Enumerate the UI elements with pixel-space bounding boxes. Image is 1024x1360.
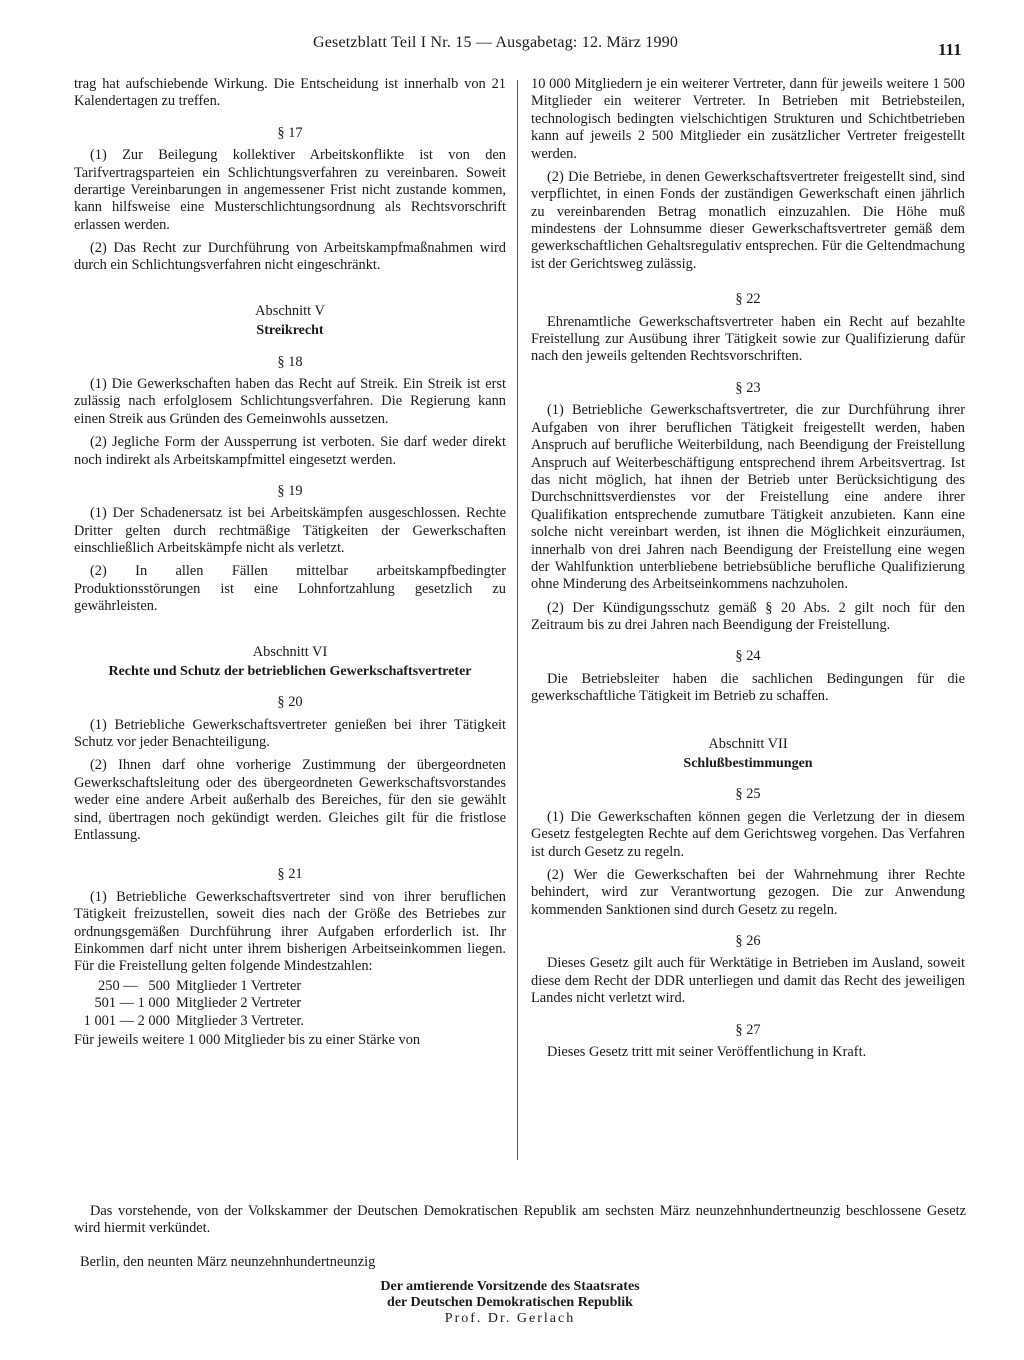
continued-paragraph: trag hat aufschiebende Wirkung. Die Entscheidung ist innerhalb von 21 Kalendertagen zu treffen.: [74, 76, 506, 110]
paragraph-heading-20: § 20: [277, 694, 303, 711]
paragraph-19-1: (1) Der Schadenersatz ist bei Arbeitskämpfen ausgeschlossen. Rechte Dritter gelten durch rechtmäßige Tätigkeiten der Gewerkschaften einschließlich Arbeitskämpfe nicht als verletzt.: [74, 505, 506, 557]
page-header: [0, 30, 1024, 60]
paragraph-heading-26: § 26: [735, 933, 761, 950]
proclamation-block: [74, 1203, 966, 1271]
paragraph-23-1: (1) Betriebliche Gewerkschaftsvertreter, die zur Durchführung ihrer Aufgaben von ihrer beruflichen Tätigkeit freigestellt werden, haben Anspruch auf berufliche Weiterbildung, nach Beendigung der Freistellung Anspruch auf Weiterbeschäftigung entsprechend ihrem Arbeitsvertrag. Ist das nicht möglich, hat ihnen der Betrieb unter Berücksichtigung des Durchschnittsverdienstes vor der Freistellung eine andere ihrer Qualifikation entsprechende zumutbare Tätigkeit anzubieten. Kann eine solche nicht vereinbart werden, ist ihnen die Möglichkeit einzuräumen, innerhalb von drei Jahren nach Beendigung der Freistellung eine wegen der Wahlfunktion unterbliebene betriebsübliche berufliche Qualifizierung ohne Minderung des Arbeitseinkommens nachzuholen.: [531, 402, 965, 593]
column-divider: [517, 80, 518, 1160]
left-column: [74, 76, 506, 1055]
section-heading-6: Abschnitt VI: [252, 643, 328, 660]
paragraph-24-1: Die Betriebsleiter haben die sachlichen Bedingungen für die gewerkschaftliche Tätigkeit im Betrieb zu schaffen.: [531, 670, 965, 705]
signature-block: [300, 1279, 720, 1327]
paragraph-20-2: (2) Ihnen darf ohne vorherige Zustimmung der übergeordneten Gewerkschaftsleitung oder des übergeordneten Gewerkschaftsvorstandes weder eine andere Arbeit außerhalb des Bereiches, für den sie gewählt sind, übertragen noch gekündigt werden. Gleiches gilt für die fristlose Entlassung.: [74, 757, 506, 843]
section-title-7: Schlußbestimmungen: [683, 756, 813, 771]
signatory-name: Prof. Dr. Gerlach: [444, 1311, 576, 1326]
signatory-title-line2: der Deutschen Demokratischen Republik: [387, 1295, 633, 1310]
representative-count: Mitglieder 2 Vertreter: [176, 995, 302, 1012]
section-heading-5: Abschnitt V: [255, 302, 325, 319]
signatory-title-line1: Der amtierende Vorsitzende des Staatsrates: [380, 1279, 640, 1294]
paragraph-heading-18: § 18: [277, 353, 303, 370]
paragraph-26-1: Dieses Gesetz gilt auch für Werktätige in Betrieben im Ausland, soweit diese dem Recht der DDR unterliegen und damit das Recht des jeweiligen Landes nicht verletzt wird.: [531, 955, 965, 1007]
paragraph-heading-21: § 21: [277, 866, 303, 883]
table-row: [74, 1013, 506, 1030]
paragraph-23-2: (2) Der Kündigungsschutz gemäß § 20 Abs. 2 gilt noch für den Zeitraum bis zu drei Jahren nach Beendigung der Freistellung.: [531, 599, 965, 633]
representative-count: Mitglieder 1 Vertreter: [176, 977, 302, 994]
paragraph-heading-27: § 27: [735, 1021, 761, 1038]
proclamation-text: Das vorstehende, von der Volkskammer der Deutschen Demokratischen Republik am sechsten März neunzehnhundertneunzig beschlossene Gesetz wird hiermit verkündet.: [74, 1203, 966, 1237]
paragraph-heading-24: § 24: [735, 648, 761, 665]
table-row: [74, 978, 506, 995]
member-range: 1 001 — 2 000: [83, 1012, 170, 1029]
paragraph-21-1: (1) Betriebliche Gewerkschaftsvertreter sind von ihrer beruflichen Tätigkeit freizustellen, soweit dies nach der Größe des Betriebes zur ordnungsgemäßen Durchführung ihrer Aufgaben erforderlich ist. Ihr Einkommen darf nicht unter ihrem bisherigen Arbeitseinkommen liegen. Für die Freistellung gelten folgende Mindestzahlen:: [74, 888, 506, 975]
paragraph-17-2: (2) Das Recht zur Durchführung von Arbeitskampfmaßnahmen wird durch ein Schlichtungsverfahren nicht eingeschränkt.: [74, 240, 506, 274]
representative-table: [74, 978, 506, 1030]
paragraph-heading-19: § 19: [277, 482, 303, 499]
paragraph-18-1: (1) Die Gewerkschaften haben das Recht auf Streik. Ein Streik ist erst zulässig nach erfolglosem Schlichtungsverfahren. Die Regierung kann einen Streik aus Gründen des Gemeinwohls aussetzen.: [74, 376, 506, 427]
gazette-title: Gesetzblatt Teil I Nr. 15 — Ausgabetag: 12. März 1990: [313, 34, 679, 51]
paragraph-heading-23: § 23: [735, 379, 761, 396]
paragraph-17-1: (1) Zur Beilegung kollektiver Arbeitskonflikte ist von den Tarifvertragsparteien ein Schlichtungsverfahren zu vereinbaren. Soweit derartige Vereinbarungen in angemessener Frist nicht zustande kommen, kann hilfsweise eine Musterschlichtungsordnung als Rechtsvorschrift erlassen werden.: [74, 147, 506, 233]
paragraph-22-1: Ehrenamtliche Gewerkschaftsvertreter haben ein Recht auf bezahlte Freistellung zur Ausübung ihrer Tätigkeit sowie zur Qualifizierung dafür nach den jeweils geltenden Rechtsvorschriften.: [531, 313, 965, 365]
member-range: 501 — 1 000: [94, 995, 170, 1012]
table-row: [74, 995, 506, 1012]
right-column: [531, 76, 965, 1067]
representative-count: Mitglieder 3 Vertreter.: [176, 1012, 305, 1029]
place-date: Berlin, den neunten März neunzehnhundertneunzig: [80, 1253, 376, 1270]
page-number: 111: [938, 40, 962, 59]
section-title-6: Rechte und Schutz der betrieblichen Gewerkschaftsvertreter: [108, 663, 472, 679]
paragraph-27-1: Dieses Gesetz tritt mit seiner Veröffentlichung in Kraft.: [547, 1044, 867, 1061]
paragraph-heading-17: § 17: [277, 124, 303, 141]
paragraph-heading-25: § 25: [735, 786, 761, 803]
paragraph-19-2: (2) In allen Fällen mittelbar arbeitskampfbedingter Produktionsstörungen ist eine Lohnfortzahlung gesetzlich zu gewährleisten.: [74, 563, 506, 615]
paragraph-18-2: (2) Jegliche Form der Aussperrung ist verboten. Sie darf weder direkt noch indirekt als Arbeitskampfmittel eingesetzt werden.: [74, 434, 506, 468]
paragraph-21-1-continued: 10 000 Mitgliedern je ein weiterer Vertreter, dann für jeweils weitere 1 500 Mitglieder ein weiterer Vertreter. In Betrieben mit Betriebsteilen, technologisch bedingten vielschichtigen Strukturen und Schichtbetrieben kann auf jeweils 2 500 Mitglieder ein zusätzlicher Vertreter freigestellt werden.: [531, 76, 965, 162]
paragraph-25-1: (1) Die Gewerkschaften können gegen die Verletzung der in diesem Gesetz festgelegten Rechte auf dem Gerichtsweg vorgehen. Das Verfahren ist durch Gesetz zu regeln.: [531, 808, 965, 860]
paragraph-21-2: (2) Die Betriebe, in denen Gewerkschaftsvertreter freigestellt sind, sind verpflichtet, in einen Fonds der zuständigen Gewerkschaft einen jährlich zu vereinbarenden Betrag monatlich einzuzahlen. Die Höhe muß mindestens der Lohnsumme dieser Gewerkschaftsvertreter gemäß dem gewerkschaftlichen Gehaltsregulativ entsprechen. Für die Geltendmachung ist der Gerichtsweg zulässig.: [531, 168, 965, 272]
section-heading-7: Abschnitt VII: [708, 735, 788, 752]
paragraph-21-continuation: Für jeweils weitere 1 000 Mitglieder bis zu einer Stärke von: [74, 1032, 421, 1049]
paragraph-heading-22: § 22: [735, 291, 761, 308]
section-title-5: Streikrecht: [256, 323, 324, 339]
paragraph-25-2: (2) Wer die Gewerkschaften bei der Wahrnehmung ihrer Rechte behindert, wird zur Verantwortung gezogen. Die zur Anwendung kommenden Sanktionen sind durch Gesetz zu regeln.: [531, 866, 965, 918]
paragraph-20-1: (1) Betriebliche Gewerkschaftsvertreter genießen bei ihrer Tätigkeit Schutz vor jeder Benachteiligung.: [74, 716, 506, 751]
member-range: 250 — 500: [98, 977, 170, 994]
